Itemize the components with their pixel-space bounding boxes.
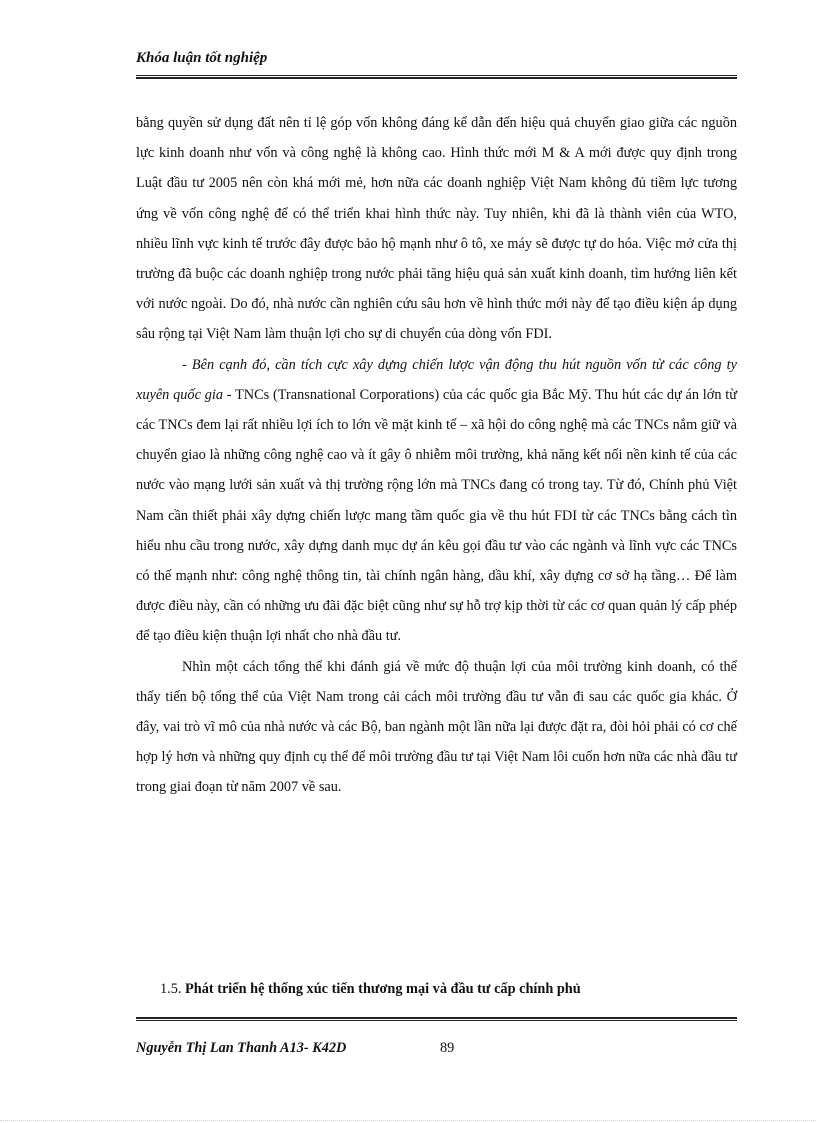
paragraph-2-emphasis: - Bên cạnh đó, cần tích cực xây dựng chiến lược vận động thu hút nguồn vốn từ các công ty xuyên quốc gia — [136, 356, 737, 403]
paragraph-3: Nhìn một cách tổng thể khi đánh giá về mức độ thuận lợi của môi trường kinh doanh, có thể thấy tiến bộ tổng thể của Việt Nam trong cải cách môi trường đầu tư vẫn đi sau các quốc gia khác. Ở đây, vai trò vĩ mô của nhà nước và các Bộ, ban ngành một lần nữa lại được đặt ra, đòi hỏi phải có cơ chế hợp lý hơn và những quy định cụ thể để môi trường đầu tư tại Việt Nam lôi cuốn hơn nữa các nhà đầu tư trong giai đoạn từ năm 2007 về sau. — [136, 658, 737, 796]
footer-page-number: 89 — [440, 1040, 455, 1056]
body-text — [136, 108, 737, 803]
footer-double-rule — [136, 1017, 737, 1021]
paragraph-2 — [136, 350, 737, 652]
page-header-title: Khóa luận tốt nghiệp — [136, 50, 268, 66]
page-edge-dots — [0, 1120, 816, 1121]
paragraph-2-text: - TNCs (Transnational Corporations) của các quốc gia Bắc Mỹ. Thu hút các dự án lớn từ các TNCs đem lại rất nhiều lợi ích to lớn về mặt kinh tế – xã hội do công nghệ mà các TNCs nắm giữ và chuyển giao là những công nghệ cao và ít gây ô nhiễm môi trường, khả năng kết nối nền kinh tế của các nước vào mạng lưới sản xuất và thị trường rộng lớn mà TNCs đang có trong tay. Từ đó, Chính phủ Việt Nam cần thiết phải xây dựng chiến lược mang tầm quốc gia về thu hút FDI từ các TNCs bằng cách tìn hiểu nhu cầu trong nước, xây dựng danh mục dự án kêu gọi đầu tư vào các ngành và lĩnh vực các TNCs có thế mạnh như: công nghệ thông tin, tài chính ngân hàng, dầu khí, xây dựng cơ sở hạ tầng… Để làm được điều này, cần có những ưu đãi đặc biệt cũng như sự hỗ trợ kịp thời từ các cơ quan quản lý cấp phép để tạo điều kiện thuận lợi nhất cho nhà đầu tư. — [136, 386, 737, 645]
footer-author: Nguyễn Thị Lan Thanh A13- K42D — [136, 1040, 347, 1056]
section-title: Phát triển hệ thống xúc tiến thương mại và đầu tư cấp chính phủ — [185, 981, 581, 997]
paragraph-1: bằng quyền sử dụng đất nên tỉ lệ góp vốn không đáng kể dẫn đến hiệu quả chuyển giao giữa các nguồn lực kinh doanh như vốn và công nghệ là không cao. Hình thức mới M & A mới được quy định trong Luật đầu tư 2005 nên còn khá mới mẻ, hơn nữa các doanh nghiệp Việt Nam không đủ tiềm lực tương ứng về vốn công nghệ để có thể triển khai hình thức này. Tuy nhiên, khi đã là thành viên của WTO, nhiều lĩnh vực kinh tế trước đây được bảo hộ mạnh như ô tô, xe máy sẽ được tự do hóa. Việc mở cửa thị trường đã buộc các doanh nghiệp trong nước phải tăng hiệu quả sản xuất kinh doanh, tìm hướng liên kết với nước ngoài. Do đó, nhà nước cần nghiên cứu sâu hơn về hình thức mới này để tạo điều kiện áp dụng sâu rộng tại Việt Nam làm thuận lợi cho sự di chuyển của dòng vốn FDI. — [136, 115, 737, 343]
section-number: 1.5. — [160, 981, 182, 997]
header-double-rule — [136, 75, 737, 79]
section-heading — [160, 981, 581, 998]
